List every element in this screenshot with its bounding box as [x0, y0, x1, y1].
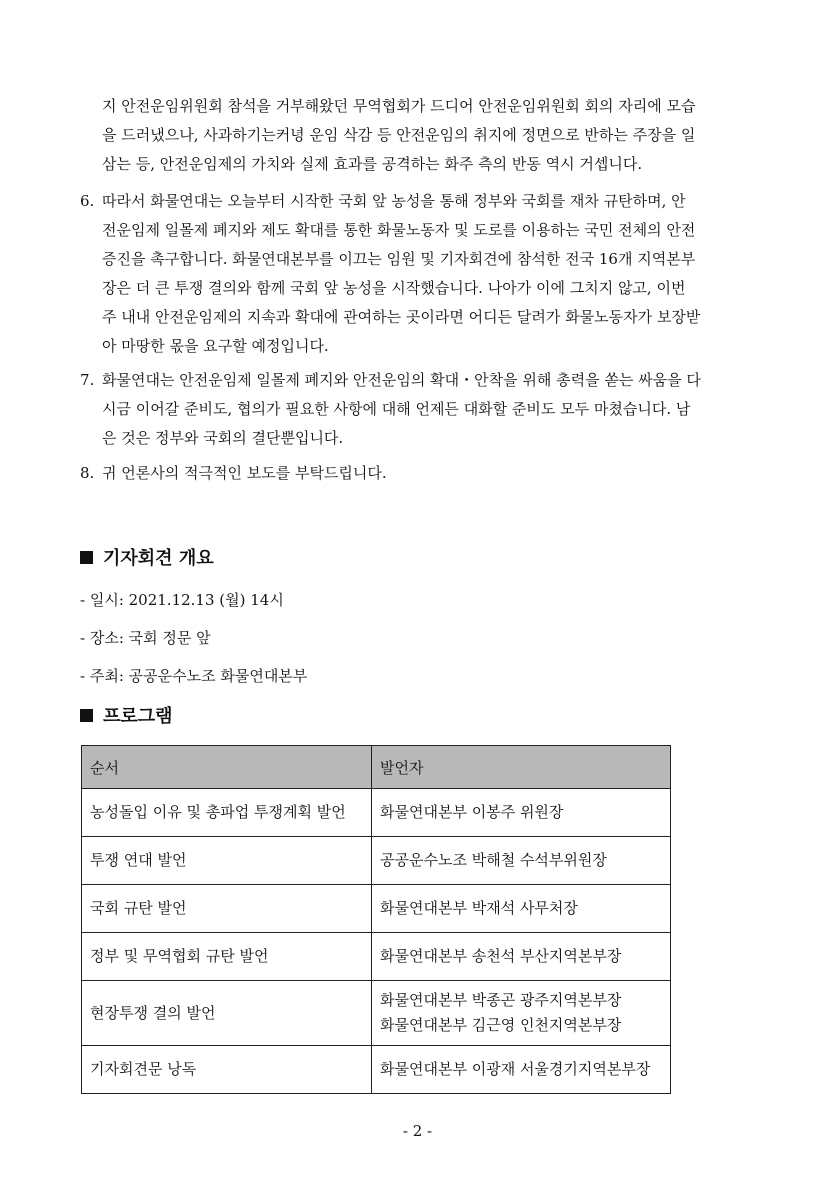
paragraph-number: 6.: [80, 192, 95, 210]
paragraph-line: 귀 언론사의 적극적인 보도를 부탁드립니다.: [102, 464, 387, 482]
table-row: [82, 1046, 671, 1094]
speaker-cell: [372, 885, 671, 933]
program-heading-text: 프로그램: [103, 706, 173, 727]
page-number: - 2 -: [402, 1122, 433, 1140]
speaker-name: 화물연대본부 이봉주 위원장: [380, 803, 564, 821]
paragraph-line: 을 드러냈으나, 사과하기는커녕 운임 삭감 등 안전운임의 취지에 정면으로 반하는 주장을 일: [102, 126, 696, 144]
square-bullet-icon: [80, 551, 93, 564]
table-row: [82, 981, 671, 1046]
order-cell: 투쟁 연대 발언: [82, 837, 372, 885]
paragraph-line: 삼는 등, 안전운임제의 가치와 실제 효과를 공격하는 화주 측의 반동 역시 거셉니다.: [102, 155, 643, 173]
speaker-cell: [372, 837, 671, 885]
paragraph-line: 주 내내 안전운임제의 지속과 확대에 관여하는 곳이라면 어디든 달려가 화물노동자가 보장받: [102, 308, 701, 326]
square-bullet-icon: [80, 709, 93, 722]
overview-item-place: - 장소: 국회 정문 앞: [80, 629, 211, 647]
paragraph-5-continuation: [102, 92, 754, 179]
column-header-speaker: 발언자: [372, 746, 671, 789]
program-table: [81, 745, 671, 1094]
speaker-name: 화물연대본부 김근영 인천지역본부장: [380, 1016, 622, 1034]
column-header-order: 순서: [82, 746, 372, 789]
overview-heading-text: 기자회견 개요: [103, 548, 214, 569]
table-row: [82, 933, 671, 981]
speaker-name: 화물연대본부 송천석 부산지역본부장: [380, 947, 622, 965]
paragraph-number: 8.: [80, 464, 95, 482]
speaker-name: 화물연대본부 이광재 서울경기지역본부장: [380, 1060, 651, 1078]
order-cell: 국회 규탄 발언: [82, 885, 372, 933]
speaker-name: 화물연대본부 박재석 사무처장: [380, 899, 578, 917]
overview-item-host: - 주최: 공공운수노조 화물연대본부: [80, 667, 308, 685]
overview-item-date: - 일시: 2021.12.13 (월) 14시: [80, 591, 284, 609]
order-cell: 농성돌입 이유 및 총파업 투쟁계획 발언: [82, 789, 372, 837]
table-row: [82, 837, 671, 885]
table-row: [82, 789, 671, 837]
paragraph-line: 화물연대는 안전운임제 일몰제 폐지와 안전운임의 확대・안착을 위해 총력을 쏟는 싸움을 다: [102, 371, 701, 389]
paragraph-line: 시금 이어갈 준비도, 협의가 필요한 사항에 대해 언제든 대화할 준비도 모두 마쳤습니다. 남: [102, 400, 691, 418]
speaker-name: 화물연대본부 박종곤 광주지역본부장: [380, 991, 622, 1009]
order-cell: 정부 및 무역협회 규탄 발언: [82, 933, 372, 981]
speaker-name: 공공운수노조 박해철 수석부위원장: [380, 851, 607, 869]
table-row: [82, 885, 671, 933]
paragraph-line: 은 것은 정부와 국회의 결단뿐입니다.: [102, 429, 344, 447]
paragraph-8: [102, 459, 754, 488]
table-header-row: [82, 746, 671, 789]
speaker-cell: [372, 1046, 671, 1094]
paragraph-line: 전운임제 일몰제 폐지와 제도 확대를 통한 화물노동자 및 도로를 이용하는 국민 전체의 안전: [102, 221, 696, 239]
speaker-cell: [372, 933, 671, 981]
order-cell: 현장투쟁 결의 발언: [82, 981, 372, 1046]
order-cell: 기자회견문 낭독: [82, 1046, 372, 1094]
paragraph-6: [102, 187, 754, 361]
paragraph-line: 아 마땅한 몫을 요구할 예정입니다.: [102, 337, 329, 355]
overview-heading: [80, 547, 214, 571]
paragraph-7: [102, 366, 754, 453]
speaker-cell: [372, 981, 671, 1046]
program-heading: [80, 705, 173, 729]
speaker-cell: [372, 789, 671, 837]
paragraph-line: 따라서 화물연대는 오늘부터 시작한 국회 앞 농성을 통해 정부와 국회를 재차 규탄하며, 안: [102, 192, 686, 210]
paragraph-line: 장은 더 큰 투쟁 결의와 함께 국회 앞 농성을 시작했습니다. 나아가 이에 그치지 않고, 이번: [102, 279, 686, 297]
paragraph-number: 7.: [80, 371, 95, 389]
paragraph-line: 지 안전운임위원회 참석을 거부해왔던 무역협회가 드디어 안전운임위원회 회의 자리에 모습: [102, 97, 696, 115]
paragraph-line: 증진을 촉구합니다. 화물연대본부를 이끄는 임원 및 기자회견에 참석한 전국 16개 지역본부: [102, 250, 696, 268]
